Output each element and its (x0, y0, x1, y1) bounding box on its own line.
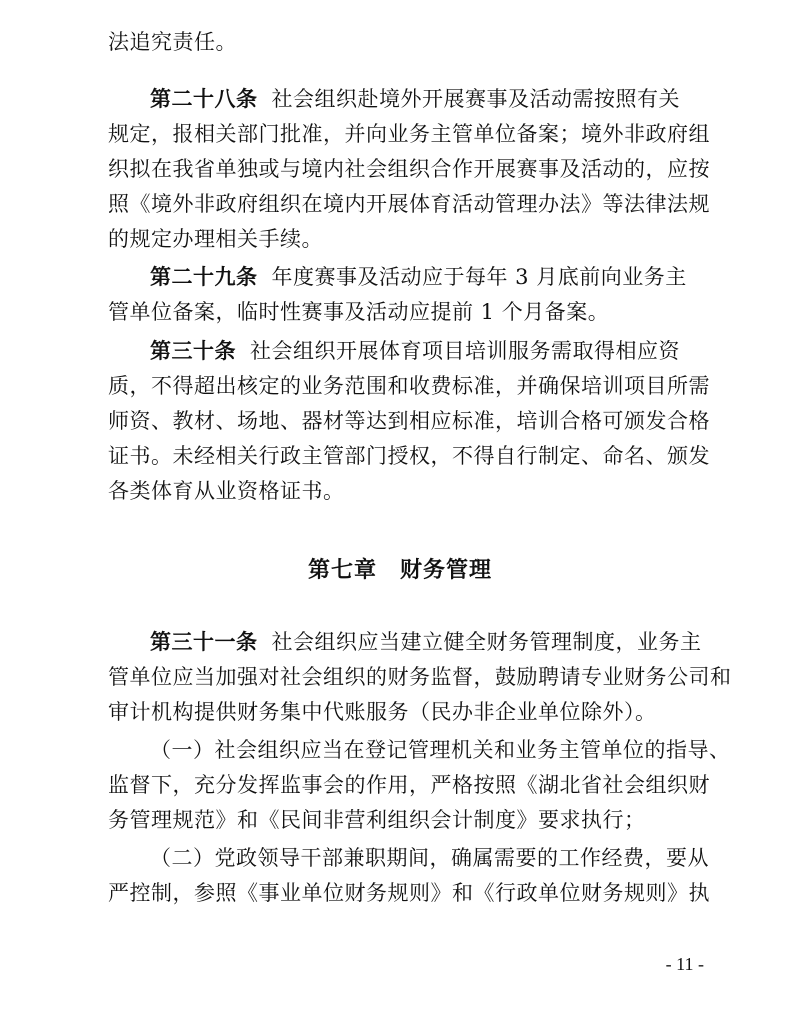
article-text-line: 管单位备案，临时性赛事及活动应提前 1 个月备案。 (108, 300, 610, 324)
article-text-line: 证书。未经相关行政主管部门授权，不得自行制定、命名、颁发 (108, 444, 710, 468)
item-1-first-line: （一）社会组织应当在登记管理机关和业务主管单位的指导、 (150, 738, 731, 762)
article-text: 社会组织赴境外开展赛事及活动需按照有关 (271, 87, 680, 111)
article-text: 社会组织应当建立健全财务管理制度，业务主 (271, 630, 702, 654)
page-number: - 11 - (665, 954, 704, 974)
article-number: 第二十八条 (150, 86, 258, 111)
article-text-line: 织拟在我省单独或与境内社会组织合作开展赛事及活动的，应按 (108, 157, 710, 181)
article-text-line: 照《境外非政府组织在境内开展体育活动管理办法》等法律法规 (108, 192, 710, 216)
article-text-line: 的规定办理相关手续。 (108, 227, 323, 251)
article-29-first-line (150, 262, 750, 292)
article-text-line: 规定，报相关部门批准，并向业务主管单位备案；境外非政府组 (108, 122, 710, 146)
article-number: 第三十一条 (150, 629, 258, 654)
article-31-first-line (150, 627, 750, 657)
item-text-line: 监督下，充分发挥监事会的作用，严格按照《湖北省社会组织财 (108, 773, 710, 797)
item-text-line: 务管理规范》和《民间非营利组织会计制度》要求执行； (108, 808, 646, 832)
article-text-line: 管单位应当加强对社会组织的财务监督，鼓励聘请专业财务公司和 (108, 665, 732, 689)
continued-text: 法追究责任。 (108, 30, 237, 54)
article-text-line: 师资、教材、场地、器材等达到相应标准，培训合格可颁发合格 (108, 409, 710, 433)
article-text-line: 各类体育从业资格证书。 (108, 479, 345, 503)
article-30-first-line (150, 336, 750, 366)
item-text-line: 严控制，参照《事业单位财务规则》和《行政单位财务规则》执 (108, 881, 710, 905)
article-number: 第三十条 (150, 338, 236, 363)
article-text-line: 审计机构提供财务集中代账服务（民办非企业单位除外）。 (108, 700, 657, 724)
article-text: 年度赛事及活动应于每年 3 月底前向业务主 (271, 265, 687, 289)
article-28-first-line (150, 84, 750, 114)
chapter-title: 第七章 财务管理 (307, 557, 492, 583)
article-text-line: 质，不得超出核定的业务范围和收费标准，并确保培训项目所需 (108, 374, 710, 398)
article-number: 第二十九条 (150, 264, 258, 289)
item-2-first-line: （二）党政领导干部兼职期间，确属需要的工作经费，要从 (150, 846, 709, 870)
article-text: 社会组织开展体育项目培训服务需取得相应资 (250, 339, 680, 363)
